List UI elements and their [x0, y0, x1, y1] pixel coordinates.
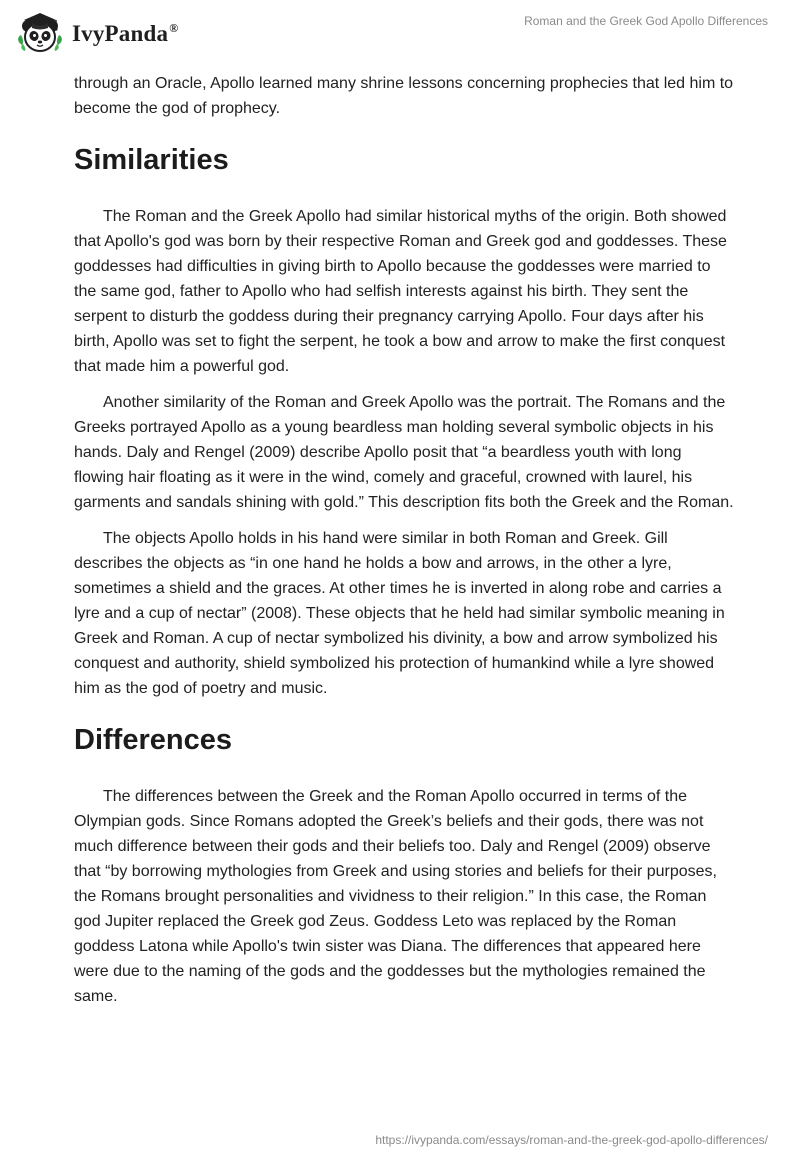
- registered-mark: ®: [169, 21, 179, 36]
- page-header: [0, 0, 800, 62]
- paragraph: The Roman and the Greek Apollo had similar historical myths of the origin. Both showed that Apollo's god was born by their respective Roman and Greek god and goddesses. These goddesses had difficulties in giving birth to Apollo because the goddesses were married to the same god, father to Apollo who had selfish interests against his birth. They sent the serpent to disturb the goddess during their pregnancy carrying Apollo. Four days after his birth, Apollo was set to fight the serpent, he took a bow and arrow to make the first conquest that made him a powerful god.: [74, 208, 727, 375]
- paragraph: The objects Apollo holds in his hand were similar in both Roman and Greek. Gill describes the objects as “in one hand he holds a bow and arrows, in the other a lyre, sometimes a shield and the graces. At other times he is inverted in along robe and carries a lyre and a cup of nectar” (2008). These objects that he held had similar symbolic meaning in Greek and Roman. A cup of nectar symbolized his divinity, a bow and arrow symbolized his conquest and authority, shield symbolized his protection of humankind while a lyre showed him as the god of poetry and music.: [74, 530, 725, 697]
- document-title: Roman and the Greek God Apollo Differences: [524, 14, 768, 28]
- intro-paragraph: through an Oracle, Apollo learned many shrine lessons concerning prophecies that led him to become the god of prophecy.: [74, 75, 734, 117]
- paragraph: Another similarity of the Roman and Greek Apollo was the portrait. The Romans and the Greeks portrayed Apollo as a young beardless man holding several symbolic objects in his hands. Daly and Rengel (2009) describe Apollo posit that “a beardless youth with long flowing hair floating as it were in the wind, comely and graceful, crowned with laurel, his garments and sandals shining with gold.” This description fits both the Greek and the Roman.: [74, 394, 734, 511]
- brand-name: IvyPanda®: [72, 21, 179, 46]
- panda-logo-icon: [16, 9, 64, 57]
- section-heading-similarities: Similarities: [74, 144, 229, 176]
- essay-body: [74, 71, 734, 1020]
- source-url[interactable]: https://ivypanda.com/essays/roman-and-the-greek-god-apollo-differences/: [375, 1133, 768, 1147]
- ivypanda-logo[interactable]: [16, 8, 178, 58]
- paragraph: The differences between the Greek and the Roman Apollo occurred in terms of the Olympian gods. Since Romans adopted the Greek’s beliefs and their gods, there was not much difference between their gods and their beliefs too. Daly and Rengel (2009) observe that “by borrowing mythologies from Greek and using stories and beliefs for their purposes, the Romans brought personalities and vividness to their religion.” In this case, the Roman god Jupiter replaced the Greek god Zeus. Goddess Leto was replaced by the Roman goddess Latona while Apollo's twin sister was Diana. The differences that appeared here were due to the naming of the gods and the goddesses but the mythologies remained the same.: [74, 788, 717, 1005]
- section-heading-differences: Differences: [74, 724, 232, 756]
